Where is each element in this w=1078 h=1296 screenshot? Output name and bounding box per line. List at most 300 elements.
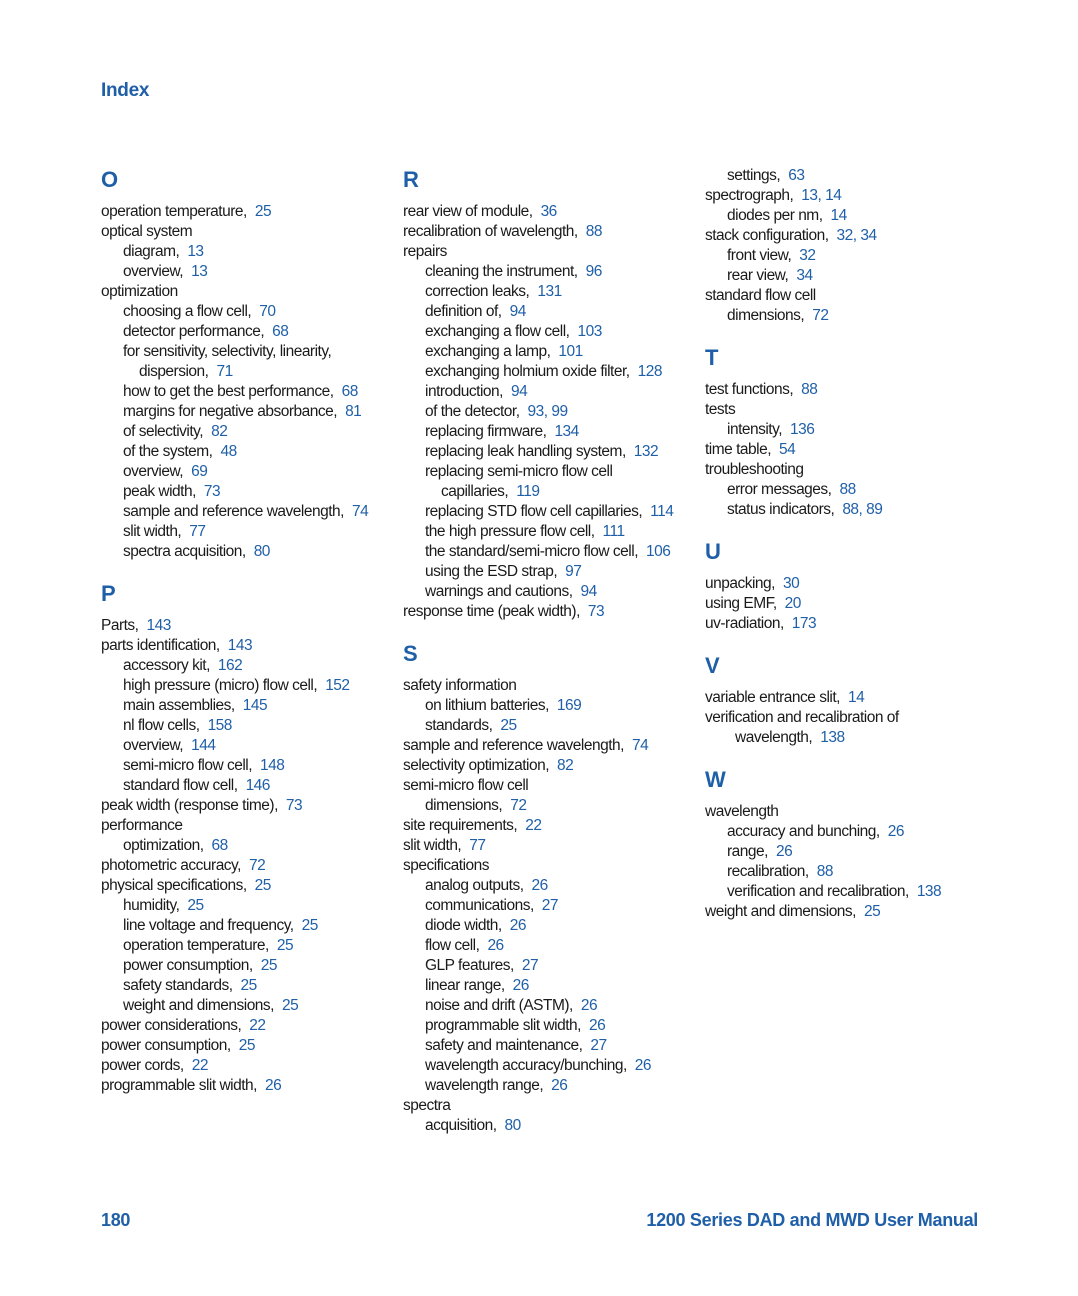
page-reference-link[interactable]: 88 <box>839 481 856 498</box>
index-subentry <box>403 582 693 602</box>
page-reference-link[interactable]: 27 <box>590 1037 607 1054</box>
entry-text: peak width (response time), <box>101 797 278 814</box>
index-entry <box>403 816 693 836</box>
index-subentry <box>403 262 693 282</box>
entry-text: GLP features, <box>425 957 514 974</box>
entry-text: tests <box>705 401 736 418</box>
page-reference-link[interactable]: 74 <box>631 737 649 754</box>
index-subentry <box>403 996 693 1016</box>
entry-text: diodes per nm, <box>727 207 823 224</box>
page-header-title: Index <box>101 80 150 101</box>
entry-text: margins for negative absorbance, <box>123 403 338 420</box>
entry-text: diode width, <box>425 917 502 934</box>
page-reference-link[interactable]: 131 <box>537 283 562 300</box>
index-subentry <box>403 896 693 916</box>
entry-text: weight and dimensions, <box>123 997 274 1014</box>
page-reference-link[interactable]: 25 <box>301 917 318 934</box>
entry-text: performance <box>101 817 183 834</box>
page-reference-link[interactable]: 138 <box>916 883 942 900</box>
page-reference-link[interactable]: 13, 14 <box>801 187 842 204</box>
page-reference-link[interactable]: 32, 34 <box>836 227 877 244</box>
section-letter: P <box>101 581 116 606</box>
entry-text: sample and reference wavelength, <box>123 503 344 520</box>
entry-text: range, <box>727 843 768 860</box>
entry-text: linear range, <box>425 977 505 994</box>
page-reference-link[interactable]: 73 <box>587 603 605 620</box>
page-reference-link[interactable]: 25 <box>240 977 257 994</box>
section-letter: S <box>403 641 418 666</box>
entry-text: intensity, <box>727 421 783 438</box>
index-entry <box>403 776 693 796</box>
index-subentry <box>101 322 391 342</box>
entry-text: spectra acquisition, <box>123 543 246 560</box>
index-subentry <box>705 246 995 266</box>
entry-text: main assemblies, <box>123 697 235 714</box>
index-subentry <box>403 1036 693 1056</box>
page-reference-link[interactable]: 13 <box>191 263 208 280</box>
entry-text: of the detector, <box>425 403 520 420</box>
page-reference-link[interactable]: 68 <box>272 323 289 340</box>
index-subentry <box>705 882 995 902</box>
entry-text: safety information <box>403 677 517 694</box>
entry-text: correction leaks, <box>425 283 530 300</box>
entry-text: warnings and cautions, <box>425 583 573 600</box>
index-subentry <box>705 306 995 326</box>
page-reference-link[interactable]: 32 <box>799 247 816 264</box>
entry-text: slit width, <box>403 837 462 854</box>
index-subentry <box>101 736 391 756</box>
entry-text: nl flow cells, <box>123 717 200 734</box>
index-section-p <box>101 580 391 1096</box>
entry-text: programmable slit width, <box>425 1017 581 1034</box>
page-reference-link[interactable]: 80 <box>253 543 270 560</box>
index-subentry <box>101 262 391 282</box>
entry-text: optimization, <box>123 837 204 854</box>
page-reference-link[interactable]: 96 <box>585 263 602 280</box>
index-subentry <box>705 166 995 186</box>
index-entry <box>101 616 391 636</box>
index-entry <box>101 796 391 816</box>
entry-text: dispersion, <box>139 363 209 380</box>
index-subentry <box>101 956 391 976</box>
section-letter: O <box>101 167 119 192</box>
entry-text: Parts, <box>101 617 139 634</box>
index-section-o <box>101 166 391 562</box>
page-reference-link[interactable]: 14 <box>830 207 847 224</box>
index-subentry <box>101 776 391 796</box>
page-reference-link[interactable]: 145 <box>242 697 268 714</box>
entry-text: dimensions, <box>425 797 503 814</box>
page-reference-link[interactable]: 144 <box>191 737 216 754</box>
entry-text: of the system, <box>123 443 213 460</box>
page-reference-link[interactable]: 77 <box>189 523 206 540</box>
index-entry <box>403 836 693 856</box>
index-subentry <box>403 562 693 582</box>
entry-text: programmable slit width, <box>101 1077 257 1094</box>
manual-title: 1200 Series DAD and MWD User Manual <box>646 1210 978 1230</box>
index-subentry <box>403 796 693 816</box>
entry-text: cleaning the instrument, <box>425 263 578 280</box>
page-reference-link[interactable]: 152 <box>325 677 350 694</box>
page-reference-link[interactable]: 25 <box>260 957 277 974</box>
entry-text: using EMF, <box>705 595 777 612</box>
entry-text: time table, <box>705 441 772 458</box>
page-reference-link[interactable]: 26 <box>634 1057 652 1074</box>
entry-text: standard flow cell <box>705 287 816 304</box>
entry-text: exchanging a flow cell, <box>425 323 570 340</box>
page-reference-link[interactable]: 134 <box>554 423 579 440</box>
page-reference-link[interactable]: 25 <box>276 937 294 954</box>
index-subentry <box>403 1116 693 1136</box>
page-reference-link[interactable]: 82 <box>211 423 228 440</box>
page-reference-link[interactable]: 94 <box>510 383 528 400</box>
index-subentry <box>101 502 391 522</box>
entry-text: semi-micro flow cell, <box>123 757 253 774</box>
entry-text: error messages, <box>727 481 832 498</box>
index-entry <box>705 186 995 206</box>
index-subentry <box>101 242 391 262</box>
entry-text: exchanging holmium oxide filter, <box>425 363 630 380</box>
index-entry <box>705 226 995 246</box>
page-reference-link[interactable]: 94 <box>580 583 597 600</box>
index-column-3 <box>705 166 995 940</box>
entry-text: power cords, <box>101 1057 184 1074</box>
entry-text: overview, <box>123 263 184 280</box>
index-entry <box>705 594 995 614</box>
page-reference-link[interactable]: 158 <box>207 717 232 734</box>
index-entry <box>403 756 693 776</box>
section-letter: V <box>705 653 720 678</box>
entry-text: slit width, <box>123 523 182 540</box>
entry-text: spectrograph, <box>705 187 794 204</box>
index-subentry <box>101 362 391 382</box>
page-reference-link[interactable]: 169 <box>556 697 582 714</box>
page-reference-link[interactable]: 119 <box>516 483 540 500</box>
index-subentry <box>705 206 995 226</box>
entry-text: the high pressure flow cell, <box>425 523 595 540</box>
page-reference-link[interactable]: 36 <box>540 203 557 220</box>
index-section-v <box>705 652 995 748</box>
page-reference-link[interactable]: 146 <box>245 777 270 794</box>
page-reference-link[interactable]: 48 <box>220 443 237 460</box>
page-reference-link[interactable]: 63 <box>788 167 805 184</box>
index-subentry <box>705 728 995 748</box>
page-reference-link[interactable]: 73 <box>285 797 303 814</box>
entry-text: status indicators, <box>727 501 835 518</box>
entry-text: the standard/semi-micro flow cell, <box>425 543 638 560</box>
page-reference-link[interactable]: 162 <box>217 657 243 674</box>
index-section-continued <box>705 166 995 326</box>
page-reference-link[interactable]: 26 <box>264 1077 282 1094</box>
index-section-u <box>705 538 995 634</box>
index-subentry <box>101 342 391 362</box>
page-reference-link[interactable]: 69 <box>191 463 208 480</box>
page-reference-link[interactable]: 27 <box>521 957 539 974</box>
index-entry <box>705 802 995 822</box>
index-subentry <box>403 442 693 462</box>
index-entry <box>403 1096 693 1116</box>
page-reference-link[interactable]: 132 <box>633 443 659 460</box>
index-entry <box>101 876 391 896</box>
page-reference-link[interactable]: 25 <box>864 903 881 920</box>
entry-text: peak width, <box>123 483 196 500</box>
index-subentry <box>101 482 391 502</box>
page-reference-link[interactable]: 143 <box>227 637 253 654</box>
entry-text: front view, <box>727 247 792 264</box>
index-entry <box>403 202 693 222</box>
entry-text: spectra <box>403 1097 451 1114</box>
index-subentry <box>403 342 693 362</box>
section-letter: U <box>705 539 721 564</box>
entry-text: parts identification, <box>101 637 220 654</box>
index-entry <box>101 222 391 242</box>
index-entry <box>705 688 995 708</box>
page-reference-link[interactable]: 22 <box>249 1017 266 1034</box>
entry-text: replacing firmware, <box>425 423 547 440</box>
entry-text: analog outputs, <box>425 877 524 894</box>
entry-text: repairs <box>403 243 447 260</box>
page-reference-link[interactable]: 72 <box>248 857 266 874</box>
section-letter: W <box>705 767 726 792</box>
entry-text: how to get the best performance, <box>123 383 334 400</box>
page-reference-link[interactable]: 22 <box>525 817 542 834</box>
page-reference-link[interactable]: 97 <box>565 563 582 580</box>
page-reference-link[interactable]: 128 <box>637 363 662 380</box>
page-reference-link[interactable]: 82 <box>557 757 574 774</box>
index-subentry <box>403 1016 693 1036</box>
page-reference-link[interactable]: 26 <box>775 843 793 860</box>
page-reference-link[interactable]: 88 <box>816 863 833 880</box>
index-column-2 <box>403 166 693 1154</box>
entry-text: line voltage and frequency, <box>123 917 294 934</box>
page-reference-link[interactable]: 26 <box>509 917 526 934</box>
index-column-1 <box>101 166 391 1114</box>
index-subentry <box>403 502 693 522</box>
entry-text: recalibration, <box>727 863 809 880</box>
page-reference-link[interactable]: 106 <box>646 543 671 560</box>
entry-text: rear view of module, <box>403 203 533 220</box>
page-reference-link[interactable]: 26 <box>531 877 548 894</box>
page-reference-link[interactable]: 68 <box>211 837 228 854</box>
entry-text: exchanging a lamp, <box>425 343 551 360</box>
entry-text: capillaries, <box>441 483 509 500</box>
page-reference-link[interactable]: 81 <box>345 403 362 420</box>
section-letter: R <box>403 167 419 192</box>
index-subentry <box>101 676 391 696</box>
page-reference-link[interactable]: 26 <box>588 1017 606 1034</box>
index-entry <box>101 282 391 302</box>
index-subentry <box>101 462 391 482</box>
index-subentry <box>101 716 391 736</box>
index-entry <box>101 1016 391 1036</box>
page-reference-link[interactable]: 54 <box>779 441 796 458</box>
entry-text: optical system <box>101 223 193 240</box>
entry-text: overview, <box>123 737 184 754</box>
index-entry <box>705 708 995 728</box>
index-subentry <box>705 500 995 520</box>
index-entry <box>403 736 693 756</box>
page-reference-link[interactable]: 26 <box>580 997 598 1014</box>
index-entry <box>705 400 995 420</box>
entry-text: photometric accuracy, <box>101 857 241 874</box>
entry-text: power consumption, <box>101 1037 231 1054</box>
index-section-r <box>403 166 693 622</box>
entry-text: high pressure (micro) flow cell, <box>123 677 318 694</box>
page-reference-link[interactable]: 25 <box>254 203 272 220</box>
entry-text: site requirements, <box>403 817 518 834</box>
entry-text: replacing semi-micro flow cell <box>425 463 613 480</box>
entry-text: power considerations, <box>101 1017 242 1034</box>
entry-text: accuracy and bunching, <box>727 823 880 840</box>
index-subentry <box>101 896 391 916</box>
entry-text: specifications <box>403 857 490 874</box>
index-entry <box>403 856 693 876</box>
index-subentry <box>403 402 693 422</box>
page-reference-link[interactable]: 13 <box>187 243 204 260</box>
index-subentry <box>403 1056 693 1076</box>
page-reference-link[interactable]: 93, 99 <box>527 403 568 420</box>
index-subentry <box>101 442 391 462</box>
page-reference-link[interactable]: 26 <box>512 977 529 994</box>
entry-text: flow cell, <box>425 937 480 954</box>
index-subentry <box>705 420 995 440</box>
index-subentry <box>403 542 693 562</box>
index-entry <box>705 902 995 922</box>
page-reference-link[interactable]: 138 <box>820 729 845 746</box>
entry-text: on lithium batteries, <box>425 697 549 714</box>
index-subentry <box>403 422 693 442</box>
index-subentry <box>101 696 391 716</box>
page-reference-link[interactable]: 103 <box>577 323 602 340</box>
entry-text: communications, <box>425 897 534 914</box>
entry-text: standard flow cell, <box>123 777 238 794</box>
page-reference-link[interactable]: 101 <box>558 343 583 360</box>
index-subentry <box>403 1076 693 1096</box>
entry-text: acquisition, <box>425 1117 497 1134</box>
entry-text: detector performance, <box>123 323 265 340</box>
page-reference-link[interactable]: 77 <box>469 837 486 854</box>
page-reference-link[interactable]: 25 <box>254 877 271 894</box>
page-reference-link[interactable]: 88 <box>801 381 818 398</box>
entry-text: physical specifications, <box>101 877 247 894</box>
entry-text: variable entrance slit, <box>705 689 840 706</box>
index-subentry <box>101 976 391 996</box>
page-reference-link[interactable]: 70 <box>259 303 276 320</box>
entry-text: wavelength accuracy/bunching, <box>425 1057 627 1074</box>
index-subentry <box>403 976 693 996</box>
index-subentry <box>101 996 391 1016</box>
entry-text: troubleshooting <box>705 461 804 478</box>
page-reference-link[interactable]: 111 <box>602 523 625 540</box>
entry-text: safety and maintenance, <box>425 1037 583 1054</box>
index-subentry <box>403 382 693 402</box>
index-section-t <box>705 344 995 520</box>
entry-text: for sensitivity, selectivity, linearity, <box>123 343 332 360</box>
index-subentry <box>403 916 693 936</box>
index-subentry <box>403 696 693 716</box>
index-entry <box>705 380 995 400</box>
entry-text: using the ESD strap, <box>425 563 558 580</box>
entry-text: introduction, <box>425 383 503 400</box>
index-subentry <box>101 936 391 956</box>
page-reference-link[interactable]: 25 <box>238 1037 255 1054</box>
entry-text: selectivity optimization, <box>403 757 550 774</box>
page-reference-link[interactable]: 26 <box>551 1077 568 1094</box>
page-reference-link[interactable]: 25 <box>282 997 299 1014</box>
entry-text: replacing STD flow cell capillaries, <box>425 503 643 520</box>
page-reference-link[interactable]: 22 <box>191 1057 208 1074</box>
entry-text: test functions, <box>705 381 794 398</box>
page-reference-link[interactable]: 173 <box>791 615 817 632</box>
index-entry <box>403 676 693 696</box>
page-reference-link[interactable]: 88 <box>585 223 602 240</box>
page-reference-link[interactable]: 88, 89 <box>842 501 883 518</box>
index-entry <box>403 602 693 622</box>
index-entry <box>705 286 995 306</box>
page-reference-link[interactable]: 26 <box>487 937 504 954</box>
page-reference-link[interactable]: 20 <box>784 595 801 612</box>
page-reference-link[interactable]: 73 <box>203 483 221 500</box>
entry-text: accessory kit, <box>123 657 210 674</box>
index-entry <box>101 1036 391 1056</box>
page-reference-link[interactable]: 136 <box>790 421 815 438</box>
index-subentry <box>101 302 391 322</box>
page-reference-link[interactable]: 14 <box>847 689 865 706</box>
page-reference-link[interactable]: 74 <box>351 503 369 520</box>
entry-text: overview, <box>123 463 184 480</box>
index-subentry <box>403 302 693 322</box>
index-entry <box>705 460 995 480</box>
page-reference-link[interactable]: 72 <box>510 797 527 814</box>
page-reference-link[interactable]: 143 <box>146 617 171 634</box>
page-reference-link[interactable]: 80 <box>504 1117 521 1134</box>
page-reference-link[interactable]: 27 <box>541 897 559 914</box>
page-reference-link[interactable]: 72 <box>812 307 829 324</box>
entry-text: definition of, <box>425 303 502 320</box>
entry-text: sample and reference wavelength, <box>403 737 624 754</box>
page-reference-link[interactable]: 94 <box>509 303 526 320</box>
index-subentry <box>705 842 995 862</box>
entry-text: of selectivity, <box>123 423 204 440</box>
index-subentry <box>101 402 391 422</box>
page-reference-link[interactable]: 25 <box>500 717 517 734</box>
index-subentry <box>101 522 391 542</box>
index-subentry <box>101 542 391 562</box>
page-reference-link[interactable]: 30 <box>782 575 800 592</box>
index-subentry <box>101 382 391 402</box>
index-subentry <box>705 862 995 882</box>
page-reference-link[interactable]: 68 <box>341 383 358 400</box>
entry-text: response time (peak width), <box>403 603 580 620</box>
entry-text: verification and recalibration, <box>727 883 909 900</box>
page-reference-link[interactable]: 148 <box>260 757 285 774</box>
page-reference-link[interactable]: 114 <box>650 503 674 520</box>
page-reference-link[interactable]: 26 <box>887 823 904 840</box>
page-reference-link[interactable]: 25 <box>187 897 204 914</box>
page-reference-link[interactable]: 71 <box>216 363 233 380</box>
index-subentry <box>403 322 693 342</box>
index-subentry <box>101 422 391 442</box>
entry-text: uv-radiation, <box>705 615 784 632</box>
index-subentry <box>403 462 693 482</box>
page-reference-link[interactable]: 34 <box>796 267 813 284</box>
index-subentry <box>101 916 391 936</box>
index-subentry <box>403 876 693 896</box>
entry-text: standards, <box>425 717 493 734</box>
entry-text: humidity, <box>123 897 180 914</box>
entry-text: wavelength, <box>735 729 813 746</box>
entry-text: unpacking, <box>705 575 775 592</box>
